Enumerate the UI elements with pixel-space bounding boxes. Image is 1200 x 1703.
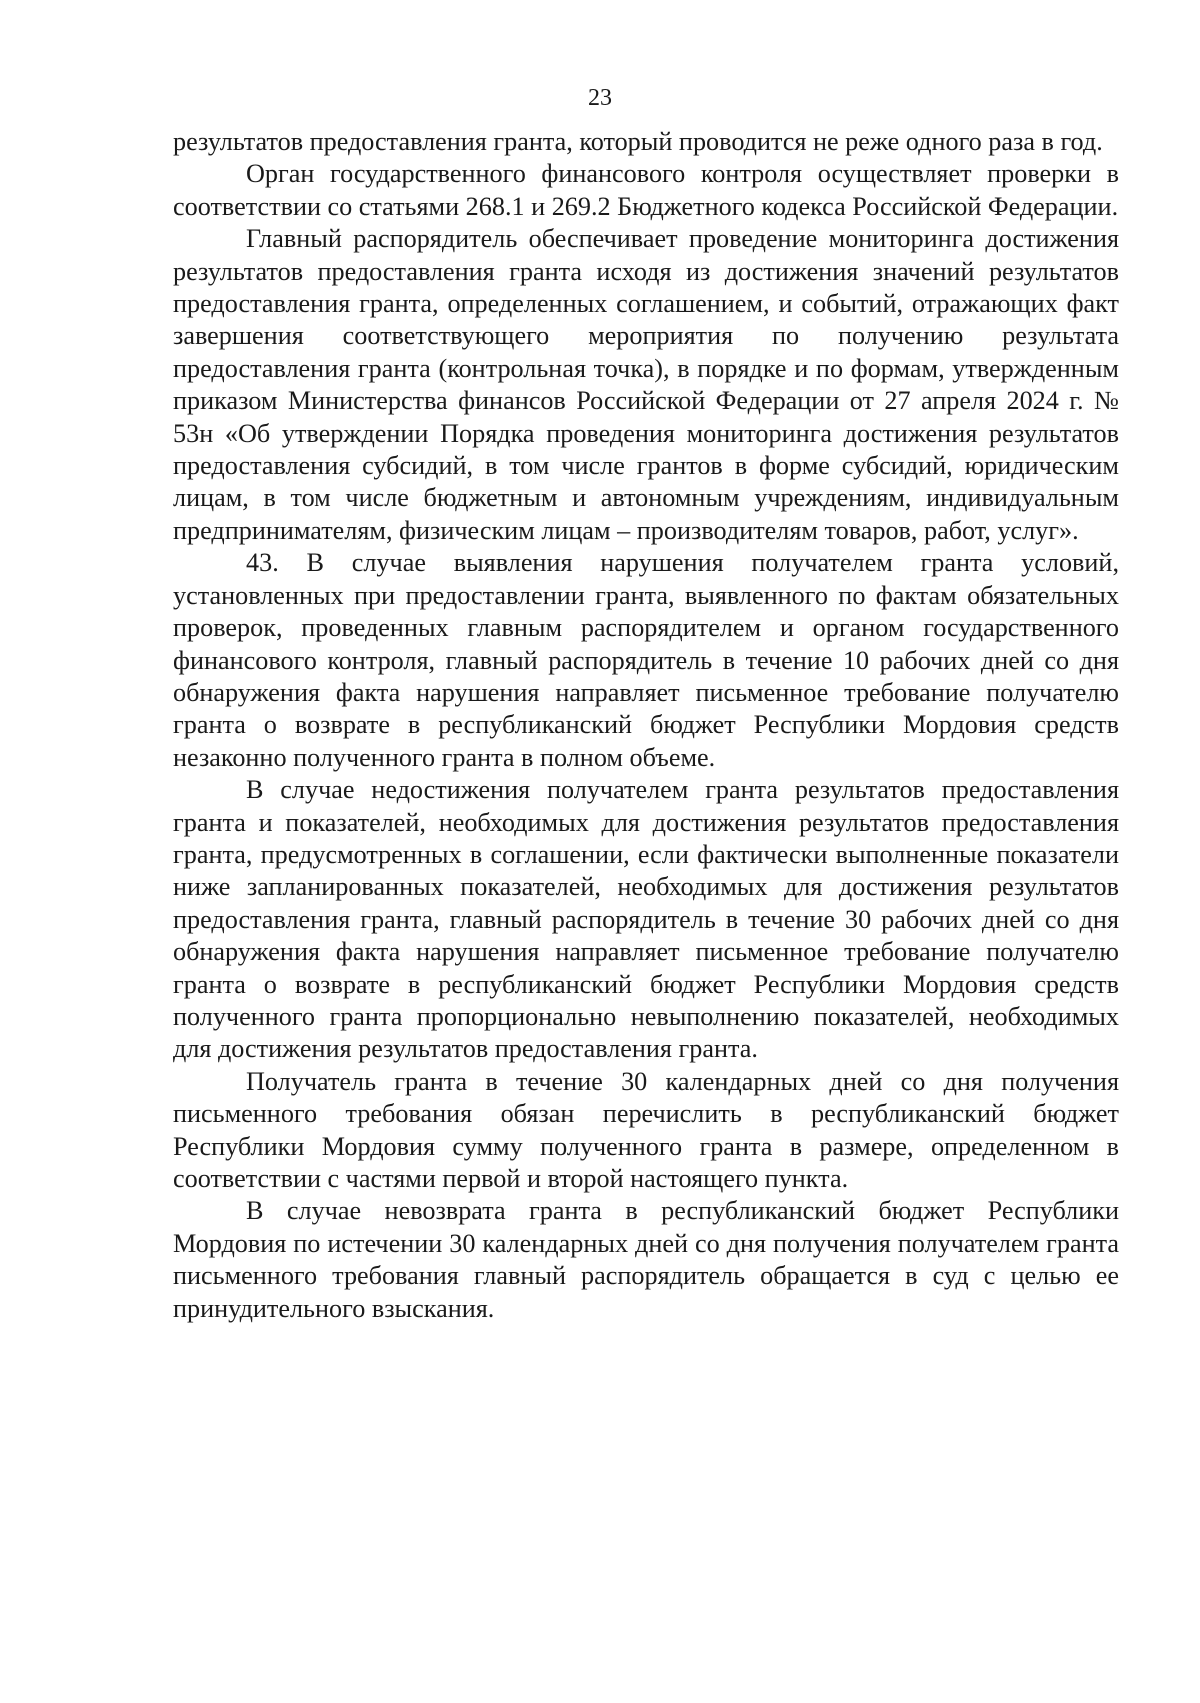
paragraph-43-violation: 43. В случае выявления нарушения получателем гранта условий, установленных при предоставлении гранта, выявленного по фактам обязательных проверок, проведенных главным распорядителем и органом государственного финансового контроля, главный распорядитель в течение 10 рабочих дней со дня обнаружения факта нарушения направляет письменное требование получателю гранта о возврате в республиканский бюджет Республики Мордовия средств незаконно полученного гранта в полном объеме. <box>173 548 1119 772</box>
paragraph-court: В случае невозврата гранта в республиканский бюджет Республики Мордовия по истечении 30 календарных дней со дня получения получателем гранта письменного требования главный распорядитель обращается в суд с целью ее принудительного взыскания. <box>173 1196 1119 1323</box>
paragraph-continuation: результатов предоставления гранта, который проводится не реже одного раза в год. <box>173 127 1103 156</box>
paragraph-monitoring: Главный распорядитель обеспечивает проведение мониторинга достижения результатов предоставления гранта исходя из достижения значений результатов предоставления гранта, определенных соглашением, и событий, отражающих факт завершения соответствующего мероприятия по получению результата предоставления гранта (контрольная точка), в порядке и по формам, утвержденным приказом Министерства финансов Российской Федерации от 27 апреля 2024 г. № 53н «Об утверждении Порядка проведения мониторинга достижения результатов предоставления субсидий, в том числе грантов в форме субсидий, юридическим лицам, в том числе бюджетным и автономным учреждениям, индивидуальным предпринимателям, физическим лицам – производителям товаров, работ, услуг». <box>173 224 1119 545</box>
document-body <box>173 126 1119 1325</box>
paragraph-non-achievement: В случае недостижения получателем гранта результатов предоставления гранта и показателей, необходимых для достижения результатов предоставления гранта, предусмотренных в соглашении, если фактически выполненные показатели ниже запланированных показателей, необходимых для достижения результатов предоставления гранта, главный распорядитель в течение 30 рабочих дней со дня обнаружения факта нарушения направляет письменное требование получателю гранта о возврате в республиканский бюджет Республики Мордовия средств полученного гранта пропорционально невыполнению показателей, необходимых для достижения результатов предоставления гранта. <box>173 775 1119 1064</box>
paragraph-repayment: Получатель гранта в течение 30 календарных дней со дня получения письменного требования обязан перечислить в республиканский бюджет Республики Мордовия сумму полученного гранта в размере, определенном в соответствии с частями первой и второй настоящего пункта. <box>173 1066 1119 1193</box>
page-number: 23 <box>588 85 612 111</box>
paragraph-financial-control: Орган государственного финансового контроля осуществляет проверки в соответствии со статьями 268.1 и 269.2 Бюджетного кодекса Российской Федерации. <box>173 159 1119 221</box>
